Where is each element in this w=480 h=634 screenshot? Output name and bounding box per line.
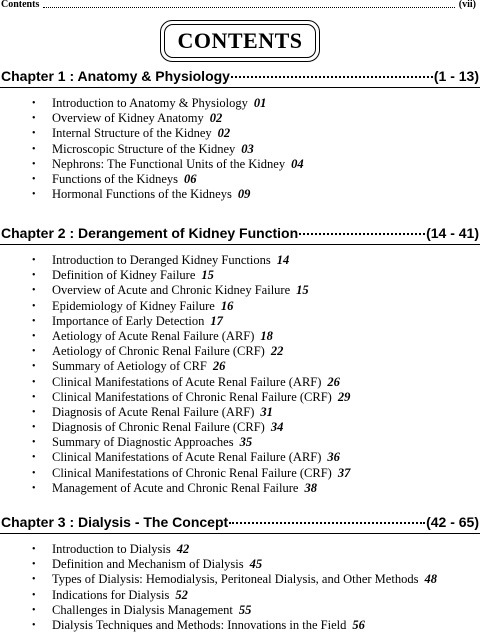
bullet-icon: •	[32, 467, 36, 479]
bullet-icon: •	[32, 604, 36, 616]
list-item[interactable]	[0, 420, 480, 435]
chapter-rule	[0, 244, 480, 245]
chapter-page-range: (1 - 13)	[433, 68, 479, 84]
list-item[interactable]	[0, 481, 480, 496]
list-item[interactable]	[0, 466, 480, 481]
topic-page-number: 22	[270, 344, 284, 359]
list-item[interactable]	[0, 572, 480, 587]
list-item[interactable]	[0, 435, 480, 450]
bullet-icon: •	[32, 346, 36, 358]
bullet-icon: •	[32, 143, 36, 155]
topic-title: Diagnosis of Acute Renal Failure (ARF)	[52, 404, 255, 419]
bullet-icon: •	[32, 315, 36, 327]
bullet-icon: •	[32, 285, 36, 297]
bullet-icon: •	[32, 270, 36, 282]
topic-title: Indications for Dialysis	[52, 587, 170, 602]
topic-page-number: 14	[276, 253, 290, 267]
bullet-icon: •	[32, 255, 36, 266]
list-item[interactable]	[0, 253, 480, 268]
topic-title: Overview of Kidney Anatomy	[52, 111, 204, 126]
list-item[interactable]	[0, 390, 480, 405]
list-item[interactable]	[0, 603, 480, 618]
topic-page-number: 38	[304, 480, 317, 495]
topic-page-number: 52	[175, 587, 188, 602]
list-item[interactable]	[0, 314, 480, 329]
chapter-1-section	[0, 68, 480, 202]
bullet-icon: •	[32, 422, 36, 434]
chapter-title: Chapter 3 : Dialysis - The Concept	[1, 514, 229, 530]
bullet-icon: •	[32, 128, 36, 140]
topic-title: Challenges in Dialysis Management	[52, 602, 233, 617]
topic-page-number: 56	[352, 617, 365, 632]
bullet-icon: •	[32, 361, 36, 373]
running-head-title: Contents	[1, 0, 40, 10]
list-item[interactable]	[0, 375, 480, 390]
list-item[interactable]	[0, 405, 480, 420]
chapter-page-range: (14 - 41)	[426, 225, 479, 241]
topic-title: Clinical Manifestations of Chronic Renal Failure (CRF)	[52, 389, 332, 404]
bullet-icon: •	[32, 189, 36, 201]
topic-title: Definition of Kidney Failure	[52, 268, 196, 283]
topic-page-number: 02	[217, 126, 231, 141]
topic-page-number: 35	[239, 435, 253, 450]
topic-list	[0, 542, 480, 633]
list-item[interactable]	[0, 329, 480, 344]
topic-title: Clinical Manifestations of Acute Renal Failure (ARF)	[52, 450, 322, 465]
topic-title: Definition and Mechanism of Dialysis	[52, 557, 244, 572]
topic-page-number: 45	[249, 557, 263, 572]
bullet-icon: •	[32, 158, 36, 170]
list-item[interactable]	[0, 268, 480, 283]
list-item[interactable]	[0, 557, 480, 572]
list-item[interactable]	[0, 142, 480, 157]
topic-page-number: 31	[260, 404, 273, 419]
list-item[interactable]	[0, 299, 480, 314]
bullet-icon: •	[32, 437, 36, 449]
chapter-rule	[0, 533, 480, 534]
topic-title: Overview of Acute and Chronic Kidney Failure	[52, 283, 291, 298]
bullet-icon: •	[32, 619, 36, 631]
topic-title: Dialysis Techniques and Methods: Innovations in the Field	[52, 617, 347, 632]
page-title: CONTENTS	[177, 28, 303, 53]
topic-title: Nephrons: The Functional Units of the Kidney	[52, 156, 286, 171]
topic-page-number: 15	[296, 283, 309, 298]
topic-page-number: 03	[241, 141, 254, 156]
topic-page-number: 01	[253, 96, 267, 110]
list-item[interactable]	[0, 283, 480, 298]
topic-list	[0, 253, 480, 496]
dot-leader	[229, 522, 425, 524]
list-item[interactable]	[0, 450, 480, 465]
list-item[interactable]	[0, 588, 480, 603]
chapter-3-section	[0, 514, 480, 633]
list-item[interactable]	[0, 111, 480, 126]
list-item[interactable]	[0, 344, 480, 359]
topic-title: Introduction to Deranged Kidney Functions	[52, 253, 271, 267]
topic-title: Clinical Manifestations of Chronic Renal Failure (CRF)	[52, 465, 332, 480]
topic-page-number: 16	[220, 298, 234, 313]
list-item[interactable]	[0, 359, 480, 374]
topic-page-number: 02	[209, 111, 223, 126]
chapter-title: Chapter 2 : Derangement of Kidney Function	[1, 225, 299, 241]
chapter-title: Chapter 1 : Anatomy & Physiology	[1, 68, 230, 84]
topic-page-number: 55	[238, 602, 252, 617]
dot-leader	[299, 233, 425, 235]
topic-page-number: 18	[260, 328, 273, 343]
chapter-heading[interactable]	[0, 225, 480, 241]
dot-leader	[231, 76, 433, 78]
contents-title-inner-frame	[164, 24, 316, 58]
topic-title: Hormonal Functions of the Kidneys	[52, 187, 232, 202]
chapter-2-section	[0, 225, 480, 496]
bullet-icon: •	[32, 452, 36, 464]
bullet-icon: •	[32, 376, 36, 388]
topic-page-number: 29	[337, 389, 351, 404]
topic-page-number: 15	[201, 268, 214, 283]
chapter-heading[interactable]	[0, 68, 480, 84]
topic-page-number: 17	[210, 313, 223, 328]
bullet-icon: •	[32, 113, 36, 125]
bullet-icon: •	[32, 300, 36, 312]
topic-title: Clinical Manifestations of Acute Renal Failure (ARF)	[52, 374, 322, 389]
chapter-heading[interactable]	[0, 514, 480, 530]
topic-title: Summary of Diagnostic Approaches	[52, 435, 234, 450]
topic-title: Epidemiology of Kidney Failure	[52, 298, 215, 313]
topic-page-number: 48	[424, 572, 437, 587]
topic-page-number: 26	[327, 374, 340, 389]
bullet-icon: •	[32, 589, 36, 601]
running-head	[0, 0, 480, 12]
list-item[interactable]	[0, 96, 480, 111]
running-head-leader	[43, 0, 454, 8]
topic-page-number: 42	[176, 542, 190, 556]
topic-page-number: 26	[212, 359, 226, 374]
topic-title: Introduction to Dialysis	[52, 542, 171, 556]
bullet-icon: •	[32, 406, 36, 418]
bullet-icon: •	[32, 98, 36, 109]
topic-title: Types of Dialysis: Hemodialysis, Peritoneal Dialysis, and Other Methods	[52, 572, 419, 587]
topic-title: Internal Structure of the Kidney	[52, 126, 212, 141]
topic-title: Microscopic Structure of the Kidney	[52, 141, 236, 156]
topic-title: Introduction to Anatomy & Physiology	[52, 96, 248, 110]
running-head-page-number: (vii)	[458, 0, 476, 10]
list-item[interactable]	[0, 542, 480, 557]
topic-title: Aetiology of Chronic Renal Failure (CRF)	[52, 344, 265, 359]
bullet-icon: •	[32, 482, 36, 494]
topic-title: Aetiology of Acute Renal Failure (ARF)	[52, 328, 255, 343]
chapter-page-range: (42 - 65)	[426, 514, 479, 530]
bullet-icon: •	[32, 544, 36, 555]
topic-page-number: 37	[337, 465, 351, 480]
bullet-icon: •	[32, 173, 36, 185]
list-item[interactable]	[0, 187, 480, 202]
bullet-icon: •	[32, 574, 36, 586]
list-item[interactable]	[0, 157, 480, 172]
topic-page-number: 36	[327, 450, 340, 465]
chapter-rule	[0, 87, 480, 88]
bullet-icon: •	[32, 391, 36, 403]
topic-page-number: 34	[270, 420, 284, 435]
topic-title: Functions of the Kidneys	[52, 171, 179, 186]
topic-page-number: 04	[291, 156, 304, 171]
topic-title: Importance of Early Detection	[52, 313, 205, 328]
list-item[interactable]	[0, 172, 480, 187]
topic-page-number: 06	[184, 171, 197, 186]
list-item[interactable]	[0, 126, 480, 141]
topic-list	[0, 96, 480, 202]
topic-title: Summary of Aetiology of CRF	[52, 359, 207, 374]
bullet-icon: •	[32, 559, 36, 571]
contents-title-frame	[160, 20, 320, 62]
list-item[interactable]	[0, 618, 480, 633]
topic-page-number: 09	[237, 187, 251, 202]
bullet-icon: •	[32, 330, 36, 342]
topic-title: Management of Acute and Chronic Renal Failure	[52, 480, 299, 495]
topic-title: Diagnosis of Chronic Renal Failure (CRF)	[52, 420, 265, 435]
